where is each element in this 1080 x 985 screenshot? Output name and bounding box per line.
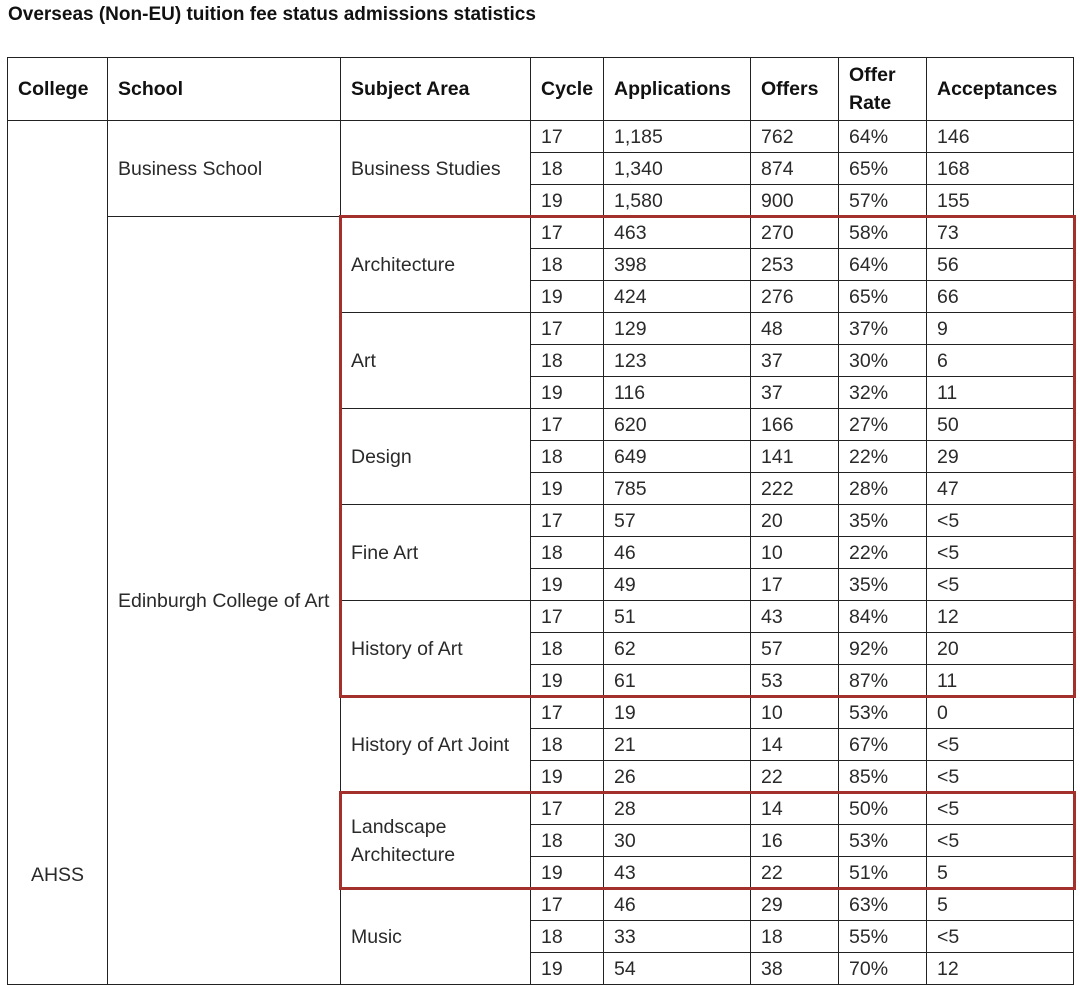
cycle-cell: 18 [531, 345, 604, 377]
applications-cell: 30 [604, 825, 751, 857]
acceptances-cell: <5 [927, 505, 1074, 537]
applications-cell: 129 [604, 313, 751, 345]
offers-cell: 37 [751, 345, 839, 377]
applications-cell: 46 [604, 889, 751, 921]
acceptances-cell: 47 [927, 473, 1074, 505]
offers-cell: 10 [751, 697, 839, 729]
acceptances-cell: <5 [927, 761, 1074, 793]
offer-rate-cell: 64% [839, 249, 927, 281]
cycle-cell: 18 [531, 249, 604, 281]
applications-cell: 398 [604, 249, 751, 281]
applications-cell: 62 [604, 633, 751, 665]
applications-cell: 28 [604, 793, 751, 825]
offers-cell: 43 [751, 601, 839, 633]
subject-area-cell: Fine Art [341, 505, 531, 601]
acceptances-cell: 146 [927, 121, 1074, 153]
offers-cell: 270 [751, 217, 839, 249]
offers-cell: 22 [751, 761, 839, 793]
applications-cell: 61 [604, 665, 751, 697]
cycle-cell: 19 [531, 473, 604, 505]
page-title: Overseas (Non-EU) tuition fee status admissions statistics [8, 4, 536, 25]
subject-area-cell: Business Studies [341, 121, 531, 217]
offer-rate-cell: 55% [839, 921, 927, 953]
acceptances-cell: 5 [927, 889, 1074, 921]
applications-cell: 1,340 [604, 153, 751, 185]
offer-rate-cell: 35% [839, 569, 927, 601]
offer-rate-cell: 67% [839, 729, 927, 761]
offer-rate-cell: 50% [839, 793, 927, 825]
acceptances-cell: 6 [927, 345, 1074, 377]
offer-rate-cell: 32% [839, 377, 927, 409]
subject-area-cell: Landscape Architecture [341, 793, 531, 889]
acceptances-cell: <5 [927, 537, 1074, 569]
offers-cell: 17 [751, 569, 839, 601]
acceptances-cell: <5 [927, 569, 1074, 601]
applications-cell: 424 [604, 281, 751, 313]
applications-cell: 57 [604, 505, 751, 537]
table-row [8, 217, 1074, 249]
acceptances-cell: 9 [927, 313, 1074, 345]
cycle-cell: 19 [531, 665, 604, 697]
cycle-cell: 18 [531, 729, 604, 761]
cycle-cell: 17 [531, 409, 604, 441]
offer-rate-cell: 92% [839, 633, 927, 665]
cycle-cell: 19 [531, 857, 604, 889]
acceptances-cell: <5 [927, 793, 1074, 825]
applications-cell: 21 [604, 729, 751, 761]
header-acceptances: Acceptances [927, 58, 1074, 121]
acceptances-cell: 0 [927, 697, 1074, 729]
offer-rate-cell: 63% [839, 889, 927, 921]
cycle-cell: 18 [531, 633, 604, 665]
cycle-cell: 19 [531, 761, 604, 793]
acceptances-cell: <5 [927, 825, 1074, 857]
acceptances-cell: 66 [927, 281, 1074, 313]
college-cell: AHSS [8, 121, 108, 985]
subject-area-cell: History of Art [341, 601, 531, 697]
acceptances-cell: 29 [927, 441, 1074, 473]
offer-rate-cell: 28% [839, 473, 927, 505]
acceptances-cell: <5 [927, 729, 1074, 761]
cycle-cell: 19 [531, 569, 604, 601]
acceptances-cell: 12 [927, 601, 1074, 633]
header-college: College [8, 58, 108, 121]
offer-rate-cell: 37% [839, 313, 927, 345]
cycle-cell: 19 [531, 281, 604, 313]
applications-cell: 26 [604, 761, 751, 793]
applications-cell: 116 [604, 377, 751, 409]
offer-rate-cell: 57% [839, 185, 927, 217]
subject-area-cell: Design [341, 409, 531, 505]
offer-rate-cell: 65% [839, 281, 927, 313]
applications-cell: 46 [604, 537, 751, 569]
header-offers: Offers [751, 58, 839, 121]
offer-rate-cell: 84% [839, 601, 927, 633]
cycle-cell: 19 [531, 953, 604, 985]
cycle-cell: 19 [531, 377, 604, 409]
offer-rate-cell: 35% [839, 505, 927, 537]
offers-cell: 166 [751, 409, 839, 441]
offer-rate-cell: 87% [839, 665, 927, 697]
subject-area-cell: History of Art Joint [341, 697, 531, 793]
offers-cell: 14 [751, 729, 839, 761]
offers-cell: 38 [751, 953, 839, 985]
header-cycle: Cycle [531, 58, 604, 121]
offers-cell: 874 [751, 153, 839, 185]
offers-cell: 37 [751, 377, 839, 409]
offers-cell: 762 [751, 121, 839, 153]
header-applications: Applications [604, 58, 751, 121]
offer-rate-cell: 51% [839, 857, 927, 889]
cycle-cell: 18 [531, 537, 604, 569]
offers-cell: 53 [751, 665, 839, 697]
applications-cell: 649 [604, 441, 751, 473]
cycle-cell: 17 [531, 313, 604, 345]
cycle-cell: 17 [531, 121, 604, 153]
offers-cell: 276 [751, 281, 839, 313]
subject-area-cell: Music [341, 889, 531, 985]
offer-rate-cell: 22% [839, 441, 927, 473]
cycle-cell: 18 [531, 921, 604, 953]
offer-rate-cell: 27% [839, 409, 927, 441]
offer-rate-cell: 58% [839, 217, 927, 249]
cycle-cell: 17 [531, 793, 604, 825]
offers-cell: 57 [751, 633, 839, 665]
offers-cell: 222 [751, 473, 839, 505]
subject-area-cell: Art [341, 313, 531, 409]
acceptances-cell: 73 [927, 217, 1074, 249]
offers-cell: 20 [751, 505, 839, 537]
applications-cell: 1,580 [604, 185, 751, 217]
applications-cell: 785 [604, 473, 751, 505]
table-row [8, 121, 1074, 153]
applications-cell: 43 [604, 857, 751, 889]
cycle-cell: 18 [531, 153, 604, 185]
cycle-cell: 18 [531, 441, 604, 473]
applications-cell: 123 [604, 345, 751, 377]
offers-cell: 18 [751, 921, 839, 953]
header-school: School [108, 58, 341, 121]
offers-cell: 10 [751, 537, 839, 569]
offer-rate-cell: 53% [839, 697, 927, 729]
offer-rate-cell: 65% [839, 153, 927, 185]
acceptances-cell: 56 [927, 249, 1074, 281]
offer-rate-cell: 64% [839, 121, 927, 153]
acceptances-cell: <5 [927, 921, 1074, 953]
acceptances-cell: 50 [927, 409, 1074, 441]
acceptances-cell: 12 [927, 953, 1074, 985]
cycle-cell: 17 [531, 601, 604, 633]
cycle-cell: 18 [531, 825, 604, 857]
offer-rate-cell: 53% [839, 825, 927, 857]
acceptances-cell: 155 [927, 185, 1074, 217]
offers-cell: 253 [751, 249, 839, 281]
offers-cell: 22 [751, 857, 839, 889]
applications-cell: 51 [604, 601, 751, 633]
acceptances-cell: 5 [927, 857, 1074, 889]
offers-cell: 16 [751, 825, 839, 857]
offer-rate-cell: 70% [839, 953, 927, 985]
cycle-cell: 17 [531, 217, 604, 249]
acceptances-cell: 168 [927, 153, 1074, 185]
cycle-cell: 17 [531, 889, 604, 921]
offer-rate-cell: 85% [839, 761, 927, 793]
offers-cell: 141 [751, 441, 839, 473]
school-cell: Business School [108, 121, 341, 217]
applications-cell: 54 [604, 953, 751, 985]
offer-rate-cell: 22% [839, 537, 927, 569]
offers-cell: 29 [751, 889, 839, 921]
acceptances-cell: 11 [927, 377, 1074, 409]
offer-rate-cell: 30% [839, 345, 927, 377]
cycle-cell: 17 [531, 697, 604, 729]
applications-cell: 1,185 [604, 121, 751, 153]
acceptances-cell: 11 [927, 665, 1074, 697]
header-subject-area: Subject Area [341, 58, 531, 121]
header-row [8, 58, 1074, 121]
applications-cell: 19 [604, 697, 751, 729]
offers-cell: 48 [751, 313, 839, 345]
applications-cell: 620 [604, 409, 751, 441]
cycle-cell: 17 [531, 505, 604, 537]
applications-cell: 33 [604, 921, 751, 953]
offers-cell: 900 [751, 185, 839, 217]
applications-cell: 463 [604, 217, 751, 249]
applications-cell: 49 [604, 569, 751, 601]
offers-cell: 14 [751, 793, 839, 825]
cycle-cell: 19 [531, 185, 604, 217]
acceptances-cell: 20 [927, 633, 1074, 665]
admissions-table [7, 57, 1074, 985]
school-cell: Edinburgh College of Art [108, 217, 341, 985]
header-offer-rate: Offer Rate [839, 58, 927, 121]
subject-area-cell: Architecture [341, 217, 531, 313]
